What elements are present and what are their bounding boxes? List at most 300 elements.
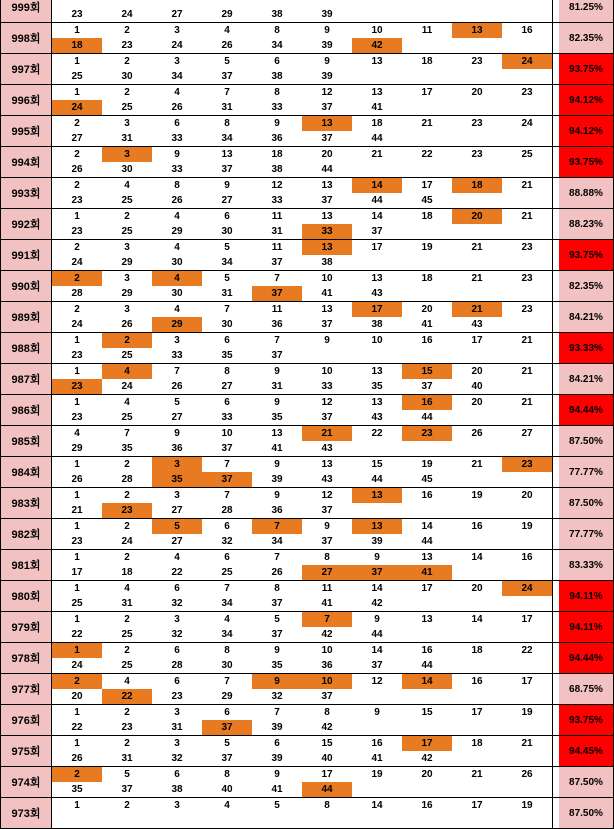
number-cell: 34 (221, 629, 233, 640)
number-cell: 23 (71, 536, 83, 547)
top-number-line (52, 209, 552, 224)
number-cell (52, 813, 102, 828)
number-cell: 24 (121, 536, 133, 547)
highlighted-number-cell: 13 (452, 23, 502, 38)
number-cell: 25 (121, 226, 133, 237)
percentage-cell: 94.11% (559, 581, 614, 611)
number-cell: 25 (521, 149, 533, 160)
number-cell: 23 (71, 350, 83, 361)
number-cell: 21 (521, 397, 533, 408)
number-cell: 7 (224, 490, 230, 501)
number-cell: 1 (74, 459, 80, 470)
number-cell: 18 (121, 567, 133, 578)
number-cell (102, 813, 152, 828)
number-cell: 31 (121, 598, 133, 609)
number-cell: 7 (224, 583, 230, 594)
draw-row (0, 302, 614, 333)
number-cell: 37 (221, 443, 233, 454)
number-cell: 34 (221, 133, 233, 144)
number-cell: 35 (71, 784, 83, 795)
number-cell: 26 (71, 164, 83, 175)
draw-row (0, 364, 614, 395)
percentage-cell: 87.50% (559, 798, 614, 828)
number-cell (402, 720, 452, 735)
number-cell: 8 (324, 800, 330, 811)
number-cell: 9 (324, 335, 330, 346)
number-cell: 25 (121, 629, 133, 640)
number-cell: 4 (74, 428, 80, 439)
highlighted-number-cell: 2 (102, 333, 152, 348)
number-cell (252, 0, 302, 7)
number-cell: 26 (121, 319, 133, 330)
percentage-cell: 94.12% (559, 116, 614, 146)
number-cell (502, 255, 552, 270)
number-cell: 7 (124, 428, 130, 439)
percentage-cell: 93.33% (559, 333, 614, 363)
number-cell: 40 (321, 753, 333, 764)
number-cell: 14 (421, 521, 433, 532)
highlighted-number-cell: 2 (52, 271, 102, 286)
number-cell (452, 286, 502, 301)
number-cell (402, 503, 452, 518)
number-grid (52, 23, 553, 53)
highlighted-number-cell: 29 (152, 317, 202, 332)
number-cell: 22 (71, 629, 83, 640)
draw-row (0, 612, 614, 643)
bottom-number-line (52, 131, 552, 146)
number-cell: 37 (271, 350, 283, 361)
number-cell: 39 (271, 722, 283, 733)
number-cell: 6 (174, 118, 180, 129)
number-cell: 21 (521, 335, 533, 346)
number-cell: 14 (371, 583, 383, 594)
number-cell: 4 (124, 397, 130, 408)
number-cell: 7 (274, 552, 280, 563)
round-label: 973회 (0, 798, 52, 828)
number-grid (52, 302, 553, 332)
number-cell: 23 (71, 226, 83, 237)
number-cell (402, 131, 452, 146)
number-cell: 38 (271, 164, 283, 175)
number-cell (302, 348, 352, 363)
highlighted-number-cell: 14 (402, 674, 452, 689)
number-cell: 35 (271, 660, 283, 671)
draw-row (0, 271, 614, 302)
number-cell: 30 (121, 71, 133, 82)
top-number-line (52, 767, 552, 782)
percentage-cell: 93.75% (559, 147, 614, 177)
number-grid (52, 798, 553, 828)
draw-row (0, 581, 614, 612)
highlighted-number-cell: 9 (252, 674, 302, 689)
highlighted-number-cell: 37 (252, 286, 302, 301)
number-cell (502, 162, 552, 177)
number-cell (452, 255, 502, 270)
number-cell: 10 (321, 645, 333, 656)
highlighted-number-cell: 23 (102, 503, 152, 518)
number-grid (52, 395, 553, 425)
number-cell: 25 (121, 102, 133, 113)
percentage-cell: 94.45% (559, 736, 614, 766)
number-cell: 37 (321, 133, 333, 144)
number-cell: 27 (171, 536, 183, 547)
number-cell: 11 (271, 211, 283, 222)
number-cell (502, 813, 552, 828)
number-cell: 38 (271, 9, 283, 20)
number-cell (402, 286, 452, 301)
number-cell: 31 (271, 381, 283, 392)
number-cell: 16 (421, 800, 433, 811)
number-cell: 16 (421, 490, 433, 501)
number-cell: 9 (174, 428, 180, 439)
number-cell: 20 (471, 366, 483, 377)
number-cell: 5 (274, 800, 280, 811)
number-cell: 1 (74, 583, 80, 594)
number-cell: 30 (221, 319, 233, 330)
number-cell (502, 100, 552, 115)
number-cell: 2 (124, 211, 130, 222)
number-cell: 37 (371, 660, 383, 671)
number-cell: 24 (71, 660, 83, 671)
number-cell: 5 (174, 397, 180, 408)
number-cell: 28 (121, 474, 133, 485)
highlighted-number-cell: 7 (252, 519, 302, 534)
number-cell: 16 (421, 645, 433, 656)
bottom-number-line (52, 224, 552, 239)
number-cell (452, 596, 502, 611)
number-cell: 21 (471, 459, 483, 470)
top-number-line (52, 426, 552, 441)
percentage-cell: 93.75% (559, 240, 614, 270)
highlighted-number-cell: 3 (152, 457, 202, 472)
number-cell: 12 (321, 490, 333, 501)
number-cell: 41 (371, 102, 383, 113)
bottom-number-line (52, 689, 552, 704)
number-cell: 38 (171, 784, 183, 795)
number-cell: 4 (174, 211, 180, 222)
highlighted-number-cell: 17 (352, 302, 402, 317)
number-cell: 43 (321, 443, 333, 454)
number-cell (352, 503, 402, 518)
number-cell: 20 (471, 397, 483, 408)
number-cell: 19 (521, 521, 533, 532)
draw-row (0, 85, 614, 116)
number-cell (502, 193, 552, 208)
round-label: 976회 (0, 705, 52, 735)
number-grid (52, 643, 553, 673)
number-cell (352, 162, 402, 177)
number-cell: 36 (271, 505, 283, 516)
bottom-number-line (52, 7, 552, 22)
number-cell: 37 (321, 505, 333, 516)
percentage-cell: 68.75% (559, 674, 614, 704)
number-cell: 13 (221, 149, 233, 160)
top-number-line (52, 674, 552, 689)
round-label: 985회 (0, 426, 52, 456)
number-cell (502, 317, 552, 332)
number-cell: 2 (124, 800, 130, 811)
number-cell: 6 (174, 645, 180, 656)
number-cell: 41 (321, 288, 333, 299)
number-cell: 16 (471, 521, 483, 532)
number-cell: 9 (374, 552, 380, 563)
number-cell: 36 (321, 660, 333, 671)
number-cell: 29 (121, 257, 133, 268)
number-cell: 2 (124, 521, 130, 532)
number-cell: 2 (124, 56, 130, 67)
number-cell: 10 (371, 335, 383, 346)
draw-row (0, 54, 614, 85)
number-cell: 8 (274, 87, 280, 98)
number-grid (52, 767, 553, 797)
draw-row (0, 798, 614, 829)
number-cell (502, 534, 552, 549)
number-cell: 18 (371, 118, 383, 129)
number-cell: 43 (371, 412, 383, 423)
bottom-number-line (52, 286, 552, 301)
number-cell: 31 (171, 722, 183, 733)
number-cell: 27 (71, 133, 83, 144)
number-cell: 2 (124, 614, 130, 625)
number-cell: 13 (371, 56, 383, 67)
number-cell: 17 (521, 676, 533, 687)
number-cell (502, 782, 552, 797)
number-cell: 14 (371, 211, 383, 222)
highlighted-number-cell: 21 (452, 302, 502, 317)
number-cell (352, 441, 402, 456)
number-cell: 23 (71, 195, 83, 206)
number-cell (402, 441, 452, 456)
number-cell: 6 (224, 335, 230, 346)
number-cell: 1 (74, 521, 80, 532)
number-cell: 14 (371, 645, 383, 656)
number-cell: 5 (224, 56, 230, 67)
bottom-number-line (52, 472, 552, 487)
number-grid (52, 550, 553, 580)
round-label: 990회 (0, 271, 52, 301)
number-cell: 8 (224, 769, 230, 780)
round-label: 986회 (0, 395, 52, 425)
number-grid (52, 147, 553, 177)
round-label: 981회 (0, 550, 52, 580)
number-cell (402, 162, 452, 177)
number-cell: 30 (171, 257, 183, 268)
number-cell (452, 813, 502, 828)
number-cell: 32 (171, 753, 183, 764)
number-cell: 25 (71, 598, 83, 609)
number-cell (502, 503, 552, 518)
number-cell (502, 38, 552, 53)
number-grid (52, 612, 553, 642)
number-cell: 1 (74, 211, 80, 222)
number-cell: 45 (421, 474, 433, 485)
number-cell: 22 (421, 149, 433, 160)
number-cell: 26 (171, 381, 183, 392)
number-cell: 2 (74, 304, 80, 315)
draw-row (0, 550, 614, 581)
number-cell: 5 (224, 738, 230, 749)
number-cell: 37 (271, 629, 283, 640)
number-cell: 37 (421, 381, 433, 392)
number-cell (452, 410, 502, 425)
number-cell: 23 (521, 87, 533, 98)
number-cell: 21 (421, 118, 433, 129)
number-cell: 40 (471, 381, 483, 392)
number-cell: 39 (371, 536, 383, 547)
number-cell: 17 (71, 567, 83, 578)
number-cell (502, 379, 552, 394)
number-cell (502, 7, 552, 22)
percentage-cell: 87.50% (559, 767, 614, 797)
number-cell: 30 (121, 164, 133, 175)
bottom-number-line (52, 658, 552, 673)
number-cell: 30 (221, 226, 233, 237)
number-cell: 17 (421, 180, 433, 191)
bottom-number-line (52, 100, 552, 115)
number-cell: 1 (74, 87, 80, 98)
number-cell: 41 (321, 598, 333, 609)
bottom-number-line (52, 534, 552, 549)
number-cell: 14 (371, 800, 383, 811)
number-cell: 1 (74, 366, 80, 377)
number-grid (52, 333, 553, 363)
number-cell (452, 720, 502, 735)
number-cell: 19 (521, 707, 533, 718)
number-cell: 17 (321, 769, 333, 780)
number-cell: 12 (321, 397, 333, 408)
number-cell: 35 (121, 443, 133, 454)
percentage-cell: 88.23% (559, 209, 614, 239)
top-number-line (52, 23, 552, 38)
number-cell: 2 (124, 490, 130, 501)
number-cell: 44 (371, 474, 383, 485)
number-cell: 23 (471, 56, 483, 67)
number-cell: 10 (371, 25, 383, 36)
highlighted-number-cell: 17 (402, 736, 452, 751)
number-cell: 21 (521, 738, 533, 749)
top-number-line (52, 0, 552, 7)
number-cell (352, 348, 402, 363)
number-cell: 7 (274, 273, 280, 284)
number-cell (502, 565, 552, 580)
draw-row (0, 178, 614, 209)
number-cell: 33 (271, 102, 283, 113)
percentage-cell: 94.44% (559, 643, 614, 673)
number-cell: 23 (521, 304, 533, 315)
number-cell: 6 (224, 707, 230, 718)
highlighted-number-cell: 18 (452, 178, 502, 193)
number-cell: 42 (321, 629, 333, 640)
number-cell: 21 (521, 211, 533, 222)
number-cell (452, 658, 502, 673)
number-cell: 4 (124, 583, 130, 594)
highlighted-number-cell: 3 (102, 147, 152, 162)
number-cell: 9 (224, 180, 230, 191)
number-cell: 11 (271, 242, 283, 253)
highlighted-number-cell: 7 (302, 612, 352, 627)
percentage-cell: 84.21% (559, 364, 614, 394)
highlighted-number-cell: 35 (152, 472, 202, 487)
draw-row (0, 767, 614, 798)
highlighted-number-cell: 37 (202, 720, 252, 735)
number-cell: 44 (371, 195, 383, 206)
number-cell: 13 (371, 366, 383, 377)
number-cell: 32 (271, 691, 283, 702)
number-cell: 26 (221, 40, 233, 51)
number-cell: 1 (74, 490, 80, 501)
number-cell: 44 (371, 133, 383, 144)
number-cell: 2 (74, 242, 80, 253)
number-cell: 39 (271, 474, 283, 485)
highlighted-number-cell: 15 (402, 364, 452, 379)
number-cell (352, 813, 402, 828)
round-label: 994회 (0, 147, 52, 177)
percentage-cell: 82.35% (559, 271, 614, 301)
number-cell: 24 (121, 9, 133, 20)
number-cell: 37 (321, 195, 333, 206)
number-cell: 19 (471, 490, 483, 501)
number-cell: 13 (421, 552, 433, 563)
round-label: 979회 (0, 612, 52, 642)
number-cell: 8 (224, 645, 230, 656)
round-label: 975회 (0, 736, 52, 766)
number-cell: 19 (521, 800, 533, 811)
number-cell: 30 (171, 288, 183, 299)
number-cell: 19 (421, 459, 433, 470)
number-cell: 24 (171, 40, 183, 51)
number-cell: 24 (121, 381, 133, 392)
round-label: 988회 (0, 333, 52, 363)
number-cell: 3 (174, 614, 180, 625)
number-cell: 37 (121, 784, 133, 795)
round-label: 982회 (0, 519, 52, 549)
number-cell: 13 (321, 304, 333, 315)
number-cell: 34 (221, 598, 233, 609)
top-number-line (52, 302, 552, 317)
number-cell: 18 (271, 149, 283, 160)
bottom-number-line (52, 782, 552, 797)
round-label: 995회 (0, 116, 52, 146)
number-cell: 44 (421, 660, 433, 671)
highlighted-number-cell: 4 (152, 271, 202, 286)
highlighted-number-cell: 1 (52, 643, 102, 658)
number-cell: 1 (74, 25, 80, 36)
number-cell: 9 (324, 25, 330, 36)
number-cell: 17 (521, 614, 533, 625)
number-cell: 44 (421, 536, 433, 547)
number-cell: 42 (371, 598, 383, 609)
number-cell: 44 (371, 629, 383, 640)
number-cell: 8 (174, 180, 180, 191)
round-label: 993회 (0, 178, 52, 208)
number-cell: 25 (221, 567, 233, 578)
number-cell (352, 255, 402, 270)
percentage-cell: 77.77% (559, 519, 614, 549)
number-cell: 23 (521, 242, 533, 253)
number-cell: 31 (121, 753, 133, 764)
number-cell: 1 (74, 738, 80, 749)
number-cell (502, 131, 552, 146)
number-cell: 13 (421, 614, 433, 625)
number-cell (302, 0, 352, 7)
number-cell: 9 (374, 614, 380, 625)
top-number-line (52, 550, 552, 565)
number-cell: 20 (421, 769, 433, 780)
number-cell: 37 (221, 71, 233, 82)
highlighted-number-cell: 10 (302, 674, 352, 689)
number-cell: 6 (224, 552, 230, 563)
bottom-number-line (52, 317, 552, 332)
